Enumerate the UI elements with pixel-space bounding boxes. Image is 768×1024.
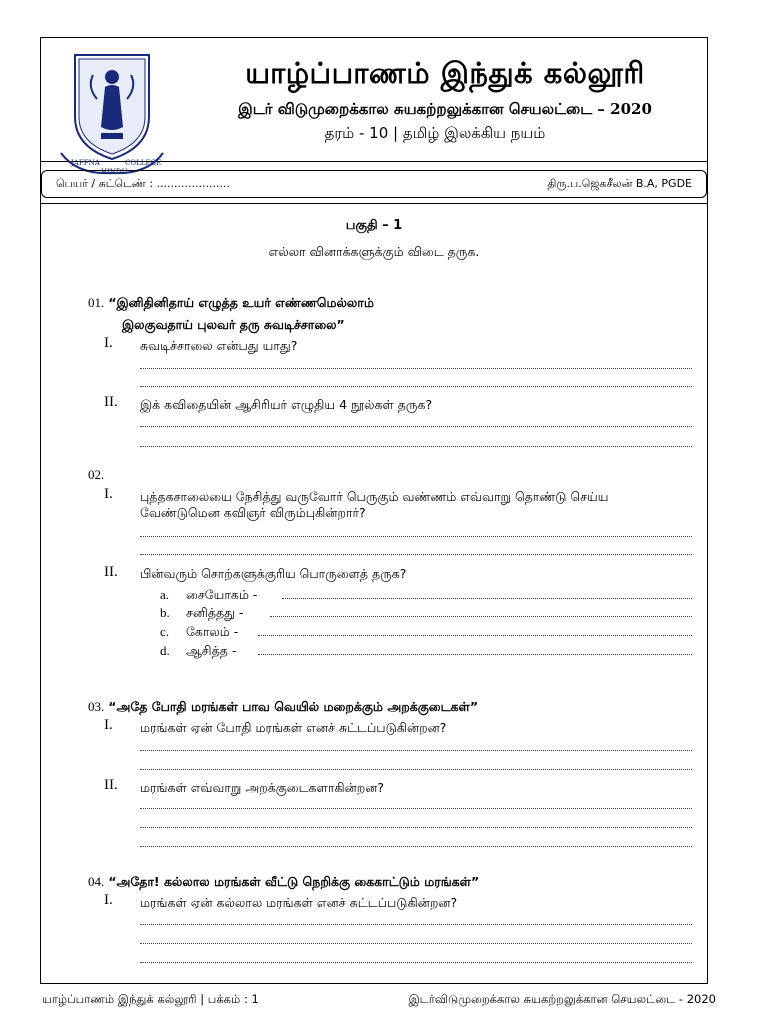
word-item-a: a. சையோகம் -	[160, 587, 258, 602]
question-text: மரங்கள் எவ்வாறு அறக்குடைகளாகின்றன?	[140, 780, 384, 795]
question-quote: “அதோ! கல்லால மரங்கள் வீட்டு நெறிக்கு கைகாட்டும் மரங்கள்”	[108, 874, 480, 889]
question-text: சுவடிச்சாலை என்பது யாது?	[140, 338, 298, 353]
roman-label: I.	[104, 892, 113, 908]
answer-line[interactable]	[258, 654, 692, 655]
word-item-c: c. கோலம் -	[160, 624, 239, 639]
college-crest-logo	[57, 47, 167, 177]
logo-text-left: JAFFNA	[71, 159, 100, 167]
logo-text-bottom: HINDU	[101, 168, 128, 176]
question-text-line2: வேண்டுமென கவிஞர் விரும்புகின்றார்?	[140, 505, 366, 520]
section-instruction: எல்லா வினாக்களுக்கும் விடை தருக.	[268, 244, 480, 259]
question-text: பின்வரும் சொற்களுக்குரிய பொருளைத் தருக?	[140, 566, 407, 581]
question-text: மரங்கள் ஏன் கல்லால மரங்கள் எனச் சுட்டப்படுகின்றன?	[140, 895, 458, 910]
grade-subject: தரம் - 10 | தமிழ் இலக்கிய நயம்	[324, 124, 546, 142]
roman-label: II.	[104, 564, 118, 580]
question-quote: “இனிதினிதாய் எழுத்த உயர் எண்ணமெல்லாம்	[108, 295, 374, 310]
question-number: 04.	[88, 874, 105, 889]
answer-line[interactable]	[140, 368, 692, 369]
answer-line[interactable]	[140, 808, 692, 809]
question-3	[88, 699, 478, 716]
answer-line[interactable]	[140, 426, 692, 427]
roman-label: II.	[104, 394, 118, 410]
college-title: யாழ்ப்பாணம் இந்துக் கல்லூரி	[245, 56, 645, 90]
answer-line[interactable]	[258, 635, 692, 636]
answer-line[interactable]	[140, 769, 692, 770]
name-divider	[40, 203, 708, 204]
answer-line[interactable]	[140, 846, 692, 847]
question-number: 02.	[88, 467, 105, 482]
answer-line[interactable]	[270, 616, 692, 617]
question-4	[88, 874, 479, 891]
logo-text-right: COLLEGE	[125, 159, 162, 167]
answer-line[interactable]	[140, 924, 692, 925]
teacher-name: திரு.ப.ஜெகசீலன் B.A, PGDE	[547, 176, 692, 190]
answer-line[interactable]	[140, 446, 692, 447]
student-name-box	[41, 170, 707, 198]
question-quote-line2: இலகுவதாய் புலவர் தரு சுவடிச்சாலை”	[122, 317, 345, 332]
question-1	[88, 295, 374, 312]
worksheet-subtitle: இடர் விடுமுறைக்கால சுயகற்றலுக்கான செயலட்டை – 2020	[238, 100, 652, 118]
answer-line[interactable]	[282, 598, 692, 599]
roman-label: I.	[104, 335, 113, 351]
footer-left: யாழ்ப்பாணம் இந்துக் கல்லூரி | பக்கம் : 1	[42, 992, 259, 1006]
roman-label: I.	[104, 717, 113, 733]
answer-line[interactable]	[140, 827, 692, 828]
question-text: மரங்கள் ஏன் போதி மரங்கள் எனச் சுட்டப்படுகின்றன?	[140, 720, 447, 735]
answer-line[interactable]	[140, 943, 692, 944]
answer-line[interactable]	[140, 554, 692, 555]
question-text: புத்தகசாலையை நேசித்து வருவோர் பெருகும் வண்ணம் எவ்வாறு தொண்டு செய்ய	[140, 489, 609, 504]
question-quote: “அதே போதி மரங்கள் பாவ வெயில் மறைக்கும் அறக்குடைகள்”	[108, 699, 479, 714]
answer-line[interactable]	[140, 962, 692, 963]
roman-label: I.	[104, 486, 113, 502]
answer-line[interactable]	[140, 386, 692, 387]
question-number: 03.	[88, 699, 105, 714]
section-title: பகுதி – 1	[345, 218, 403, 233]
word-item-d: d. ஆசித்த -	[160, 643, 237, 658]
footer-right: இடர்விடுமுறைக்கால சுயகற்றலுக்கான செயலட்டை - 2020	[408, 992, 716, 1006]
question-number: 01.	[88, 295, 105, 310]
name-field-label: பெயர் / சுட்டெண் : .....................	[56, 176, 230, 190]
answer-line[interactable]	[140, 750, 692, 751]
roman-label: II.	[104, 777, 118, 793]
answer-line[interactable]	[140, 536, 692, 537]
word-item-b: b. சனித்தது -	[160, 605, 244, 620]
question-text: இக் கவிதையின் ஆசிரியர் எழுதிய 4 நூல்கள் தருக?	[140, 397, 433, 412]
